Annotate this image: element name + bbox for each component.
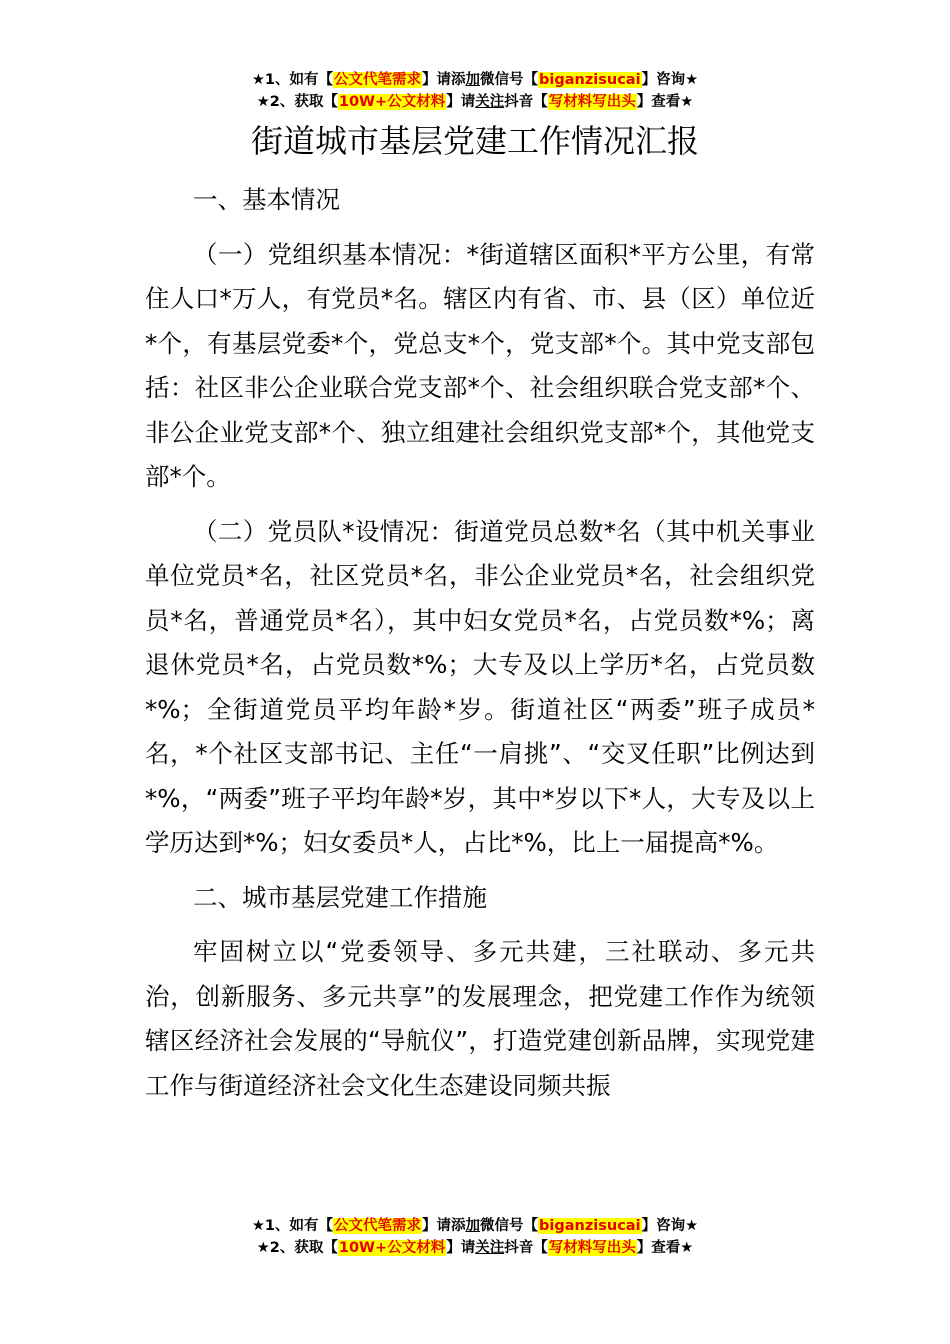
- banner-highlight-douyin-account: 写材料写出头: [548, 94, 636, 110]
- footer-banner: [0, 1215, 950, 1259]
- banner-line-1-middle-2: 微信号【: [480, 72, 539, 88]
- banner-line-1-suffix: 】咨询★: [641, 72, 699, 88]
- banner-line-1: [0, 69, 950, 91]
- paragraph-party-organization: （一）党组织基本情况：*街道辖区面积*平方公里，有常住人口*万人，有党员*名。辖区内有省、市、县（区）单位近*个，有基层党委*个，党总支*个，党支部*个。其中党支部包括：社区非公企业联合党支部*个、社会组织联合党支部*个、非公企业党支部*个、独立组建社会组织党支部*个，其他党支部*个。: [145, 239, 815, 491]
- footer-line-2-underlined: 关注: [475, 1240, 505, 1256]
- document-title: 街道城市基层党建工作情况汇报: [250, 122, 699, 160]
- footer-line-2-suffix: 】查看★: [636, 1240, 694, 1256]
- banner-line-2-prefix: ★2、获取【: [256, 94, 338, 110]
- paragraph-party-members: （二）党员队*设情况：街道党员总数*名（其中机关事业单位党员*名，社区党员*名，非公企业党员*名，社会组织党员*名，普通党员*名），其中妇女党员*名，占党员数*%；离退休党员*名，占党员数*%；大专及以上学历*名，占党员数*%；全街道党员平均年龄*岁。街道社区“两委”班子成员*名，*个社区支部书记、主任“一肩挑”、“交叉任职”比例达到*%，“两委”班子平均年龄*岁，其中*岁以下*人，大专及以上学历达到*%；妇女委员*人，占比*%，比上一届提高*%。: [145, 516, 815, 857]
- footer-highlight-ghostwriting: 公文代笔需求: [334, 1218, 422, 1234]
- footer-line-1-underlined: 加: [465, 1218, 481, 1234]
- banner-line-1-underlined: 加: [465, 72, 481, 88]
- banner-line-1-middle: 】请添: [422, 72, 466, 88]
- footer-line-1-middle: 】请添: [422, 1218, 466, 1234]
- footer-line-1-middle-2: 微信号【: [480, 1218, 539, 1234]
- footer-banner-line-1: [0, 1215, 950, 1237]
- footer-line-1-suffix: 】咨询★: [641, 1218, 699, 1234]
- footer-highlight-douyin-account: 写材料写出头: [548, 1240, 636, 1256]
- section-heading-basic-situation: 一、基本情况: [193, 185, 340, 214]
- paragraph-development-concept: 牢固树立以“党委领导、多元共建，三社联动、多元共治，创新服务、多元共享”的发展理念，把党建工作作为统领辖区经济社会发展的“导航仪”，打造党建创新品牌，实现党建工作与街道经济社会文化生态建设同频共振: [145, 937, 815, 1100]
- banner-highlight-materials: 10W+公文材料: [338, 94, 446, 110]
- banner-line-1-prefix: ★1、如有【: [251, 72, 334, 88]
- document-body: [145, 178, 815, 1108]
- banner-line-2-underlined: 关注: [475, 94, 505, 110]
- section-heading-measures: 二、城市基层党建工作措施: [193, 882, 487, 912]
- footer-line-2-middle-2: 抖音【: [504, 1240, 548, 1256]
- banner-line-2-middle-2: 抖音【: [504, 94, 548, 110]
- footer-line-2-middle: 】请: [446, 1240, 476, 1256]
- footer-line-2-prefix: ★2、获取【: [256, 1240, 338, 1256]
- banner-highlight-ghostwriting: 公文代笔需求: [334, 72, 422, 88]
- footer-highlight-materials: 10W+公文材料: [338, 1240, 446, 1256]
- footer-line-1-prefix: ★1、如有【: [251, 1218, 334, 1234]
- banner-highlight-wechat-id: biganzisucai: [539, 72, 641, 88]
- footer-banner-line-2: [0, 1237, 950, 1259]
- banner-line-2-suffix: 】查看★: [636, 94, 694, 110]
- footer-highlight-wechat-id: biganzisucai: [539, 1218, 641, 1234]
- banner-line-2: [0, 91, 950, 113]
- banner-line-2-middle: 】请: [446, 94, 476, 110]
- header-banner: [0, 69, 950, 113]
